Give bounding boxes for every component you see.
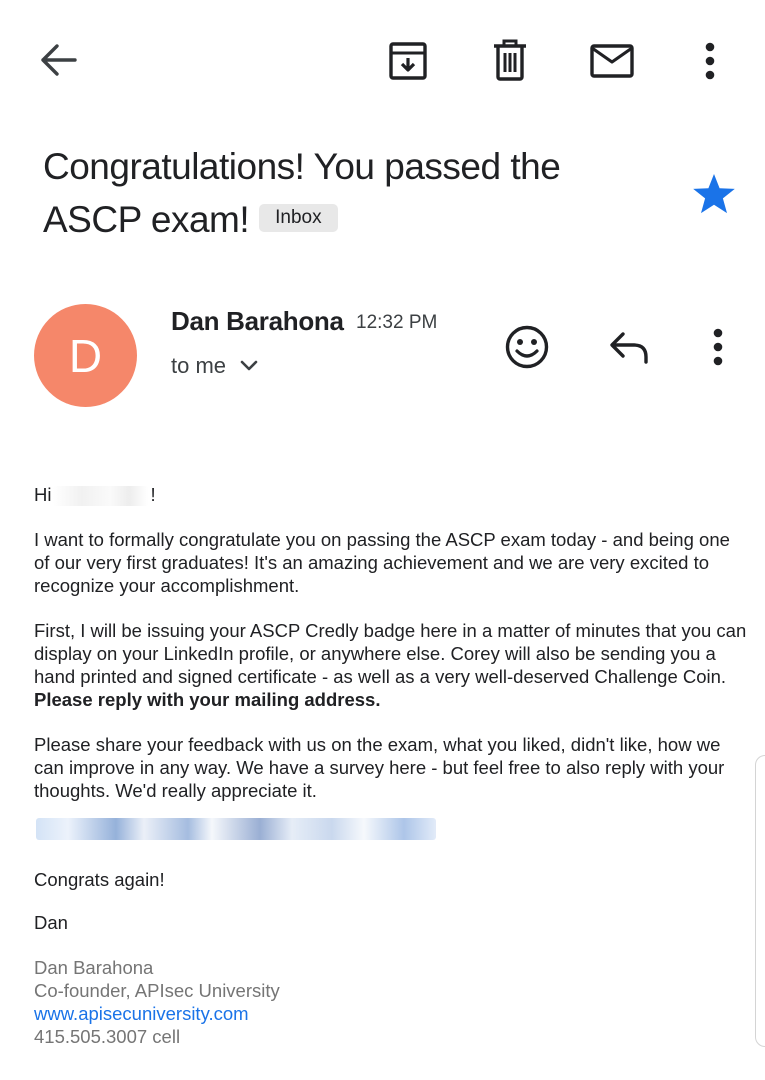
closing: Congrats again! (34, 869, 165, 890)
add-reaction-button[interactable] (502, 322, 552, 372)
recipient-text: to me (171, 353, 227, 378)
signature (34, 956, 749, 1048)
mark-unread-button[interactable] (586, 40, 638, 82)
greeting: Hi ! (34, 484, 156, 505)
subject-line-1: Congratulations! You passed the (43, 146, 561, 187)
inbox-label[interactable]: Inbox (259, 204, 337, 232)
signature-website-link[interactable]: www.apisecuniversity.com (34, 1003, 249, 1024)
more-options-button[interactable] (693, 40, 727, 82)
signoff: Dan (34, 912, 68, 933)
paragraph-3: Please share your feedback with us on the exam, what you liked, didn't like, how we can improve in any way. We have a survey here - but feel free to also reply with your thoughts. We'd really appreciate it. (34, 734, 725, 801)
delete-button[interactable] (487, 37, 533, 83)
message-more-button[interactable] (703, 326, 733, 368)
star-button[interactable] (692, 173, 736, 220)
mailing-address-request: Please reply with your mailing address. (34, 689, 381, 710)
sender-avatar[interactable]: D (34, 304, 137, 407)
arrow-left-icon (39, 43, 77, 77)
scroll-handle[interactable] (755, 755, 765, 1047)
sender-name[interactable]: Dan Barahona (171, 306, 344, 336)
sent-time: 12:32 PM (356, 312, 438, 333)
paragraph-1: I want to formally congratulate you on passing the ASCP exam today - and being one of our very first graduates! It's an amazing achievement and we are very excited to recognize your accomplishment. (34, 529, 730, 596)
archive-icon (388, 41, 428, 81)
reply-icon (608, 331, 650, 365)
trash-icon (492, 39, 528, 81)
redacted-survey-link[interactable] (36, 818, 436, 840)
chevron-down-icon (240, 360, 258, 372)
archive-button[interactable] (384, 38, 432, 84)
email-subject (43, 140, 643, 246)
paragraph-2: First, I will be issuing your ASCP Credly badge here in a matter of minutes that you can display on your LinkedIn profile, or anywhere else. Corey will also be sending you a hand printed and signed certificate - as well as a very well-deserved Challenge Coin. Please reply with your mailing address. (34, 620, 747, 710)
signature-name: Dan Barahona (34, 957, 154, 978)
star-icon (692, 173, 736, 215)
smiley-icon (505, 325, 549, 369)
signature-phone: 415.505.3007 cell (34, 1026, 181, 1047)
redacted-name (53, 486, 148, 506)
recipient-details-toggle[interactable] (171, 353, 258, 379)
subject-line-2: ASCP exam! (43, 199, 250, 240)
signature-title: Co-founder, APIsec University (34, 980, 280, 1001)
reply-button[interactable] (605, 327, 653, 369)
more-vertical-icon (704, 42, 716, 80)
more-vertical-icon (712, 328, 724, 366)
back-button[interactable] (36, 40, 80, 80)
envelope-icon (589, 43, 635, 79)
